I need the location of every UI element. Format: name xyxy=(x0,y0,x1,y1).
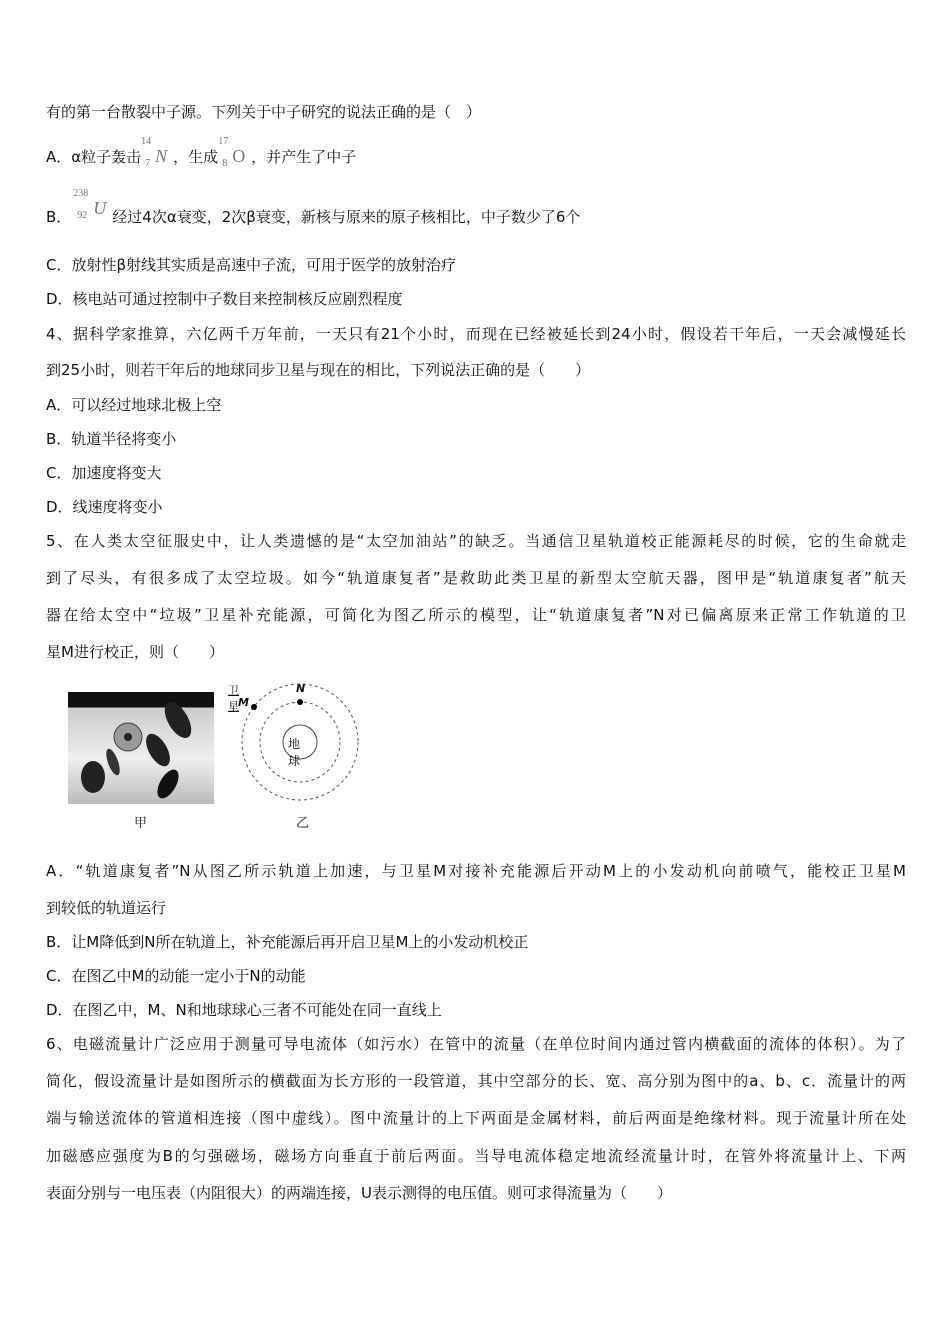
satellite-label: 卫星 xyxy=(228,684,239,713)
n-label: N xyxy=(296,682,306,695)
atomic-number: 92 xyxy=(77,210,88,221)
uranium-isotope xyxy=(73,188,107,221)
q4-stem: 4、据科学家推算，六亿两千万年前，一天只有21个小时，而现在已经被延长到24小时，假设若干年后，一天会减慢延长 xyxy=(46,325,906,343)
mass-number: 14 xyxy=(141,136,152,147)
q4-option-c: C．加速度将变大 xyxy=(46,464,162,482)
q6-stem: 加磁感应强度为B的匀强磁场，磁场方向垂直于前后两面。当导电流体稳定地流经流量计时，在管外将流量计上、下两 xyxy=(46,1147,906,1165)
satellite-photo xyxy=(68,692,214,804)
q6-stem: 端与输送流体的管道相连接（图中虚线）。图中流量计的上下两面是金属材料，前后两面是绝缘材料。现于流量计所在处 xyxy=(46,1109,906,1127)
atomic-number: 7 xyxy=(145,158,151,169)
orbit-diagram xyxy=(233,680,368,810)
q3-stem: 有的第一台散裂中子源。下列关于中子研究的说法正确的是（ ） xyxy=(46,103,482,121)
q3-option-a xyxy=(46,136,357,169)
text: ，并产生了中子 xyxy=(251,148,357,166)
atomic-number: 8 xyxy=(222,158,228,169)
text: ，生成 xyxy=(173,148,219,166)
mass-number: 17 xyxy=(218,136,229,147)
oxygen-isotope xyxy=(218,136,246,169)
q5-stem: 到了尽头，有很多成了太空垃圾。如今“轨道康复者”是救助此类卫星的新型太空航天器，图甲是“轨道康复者”航天 xyxy=(46,569,906,587)
caption-yi: 乙 xyxy=(296,816,310,831)
q5-option-c: C．在图乙中M的动能一定小于N的动能 xyxy=(46,967,306,985)
text: B． xyxy=(46,208,72,226)
q5-option-d: D．在图乙中，M、N和地球球心三者不可能处在同一直线上 xyxy=(46,1001,442,1019)
q5-option-a: 到较低的轨道运行 xyxy=(46,899,167,917)
q5-option-a: A．“轨道康复者”N从图乙所示轨道上加速，与卫星M对接补充能源后开动M上的小发动机向前喷气，能校正卫星M xyxy=(46,862,906,880)
q6-stem: 表面分别与一电压表（内阻很大）的两端连接，U表示测得的电压值。则可求得流量为（ ） xyxy=(46,1184,672,1202)
q4-option-a: A．可以经过地球北极上空 xyxy=(46,396,222,414)
text: A．α粒子轰击 xyxy=(46,148,142,166)
q3-option-d: D．核电站可通过控制中子数目来控制核反应剧烈程度 xyxy=(46,290,403,308)
q5-stem: 星M进行校正，则（ ） xyxy=(46,643,224,661)
symbol: N xyxy=(155,146,168,166)
q3-option-b xyxy=(46,188,581,227)
q4-stem: 到25小时，则若干年后的地球同步卫星与现在的相比，下列说法正确的是（ ） xyxy=(46,361,591,379)
mass-number: 238 xyxy=(73,188,89,199)
q5-option-b: B．让M降低到N所在轨道上，补充能源后再开启卫星M上的小发动机校正 xyxy=(46,933,529,951)
q4-option-b: B．轨道半径将变小 xyxy=(46,430,177,448)
q3-option-c: C．放射性β射线其实质是高速中子流，可用于医学的放射治疗 xyxy=(46,256,457,274)
nitrogen-isotope xyxy=(141,136,168,169)
q5-stem: 器在给太空中“垃圾”卫星补充能源，可简化为图乙所示的模型，让“轨道康复者”N对已偏离原来正常工作轨道的卫 xyxy=(46,606,906,624)
symbol: U xyxy=(93,198,107,218)
m-label: M xyxy=(238,696,249,709)
q6-stem: 简化，假设流量计是如图所示的横截面为长方形的一段管道，其中空部分的长、宽、高分别为图中的a、b、c．流量计的两 xyxy=(46,1072,906,1090)
text: 经过4次α衰变，2次β衰变，新核与原来的原子核相比，中子数少了6个 xyxy=(112,208,581,226)
earth-label: 地球 xyxy=(288,737,301,768)
q4-option-d: D．线速度将变小 xyxy=(46,498,163,516)
caption-jia: 甲 xyxy=(134,816,148,831)
q5-stem: 5、在人类太空征服史中，让人类遗憾的是“太空加油站”的缺乏。当通信卫星轨道校正能源耗尽的时候，它的生命就走 xyxy=(46,532,906,550)
q6-stem: 6、电磁流量计广泛应用于测量可导电流体（如污水）在管中的流量（在单位时间内通过管内横截面的流体的体积）。为了 xyxy=(46,1035,906,1053)
satellite-icon xyxy=(68,692,214,804)
symbol: O xyxy=(232,146,246,166)
